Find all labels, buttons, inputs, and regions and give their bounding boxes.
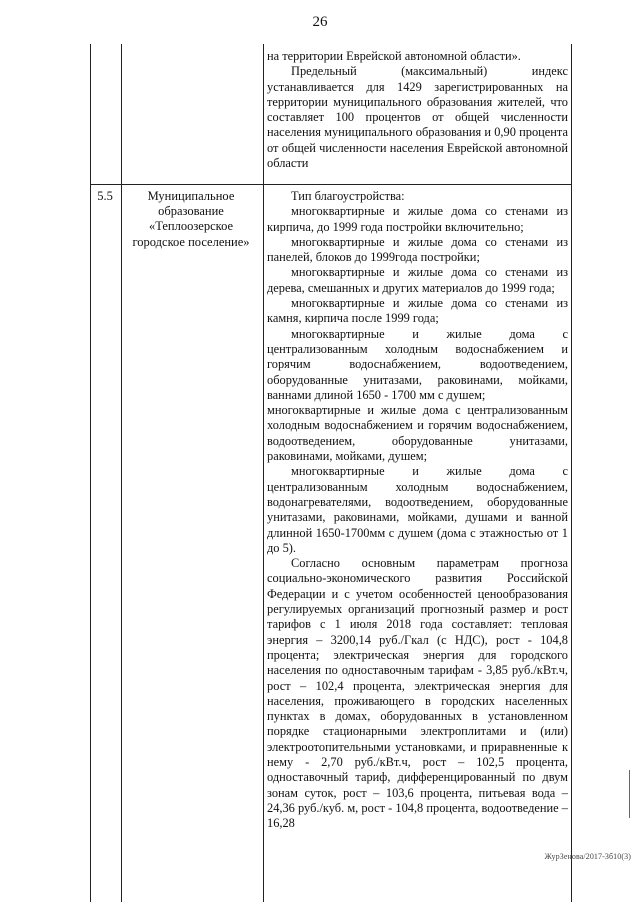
description-paragraph: многоквартирные и жилые дома со стенами из камня, кирпича после 1999 года; xyxy=(267,296,568,326)
municipality-name-line: городское поселение» xyxy=(132,234,250,249)
municipality-name-line: «Теплоозерское xyxy=(148,219,234,234)
municipality-name xyxy=(124,189,258,250)
description-paragraph: многоквартирные и жилые дома со стенами из кирпича, до 1999 года постройки включительно; xyxy=(267,204,568,234)
description-paragraph: многоквартирные и жилые дома с централизованным холодным водоснабжением и горячим водоснабжением, водоотведением, оборудованные унитазами, раковинами, мойками, душем; xyxy=(267,403,568,464)
municipality-name-line: образование xyxy=(158,204,224,219)
description-paragraph: многоквартирные и жилые дома со стенами из панелей, блоков до 1999года постройки; xyxy=(267,234,568,265)
column-divider-number xyxy=(121,44,122,902)
continued-cell-text xyxy=(267,49,568,171)
row-description xyxy=(267,189,568,831)
continued-paragraph: на территории Еврейской автономной области». xyxy=(267,49,521,63)
municipality-name-line: Муниципальное xyxy=(147,189,235,203)
continued-paragraph: Предельный (максимальный) индекс устанавливается для 1429 зарегистрированных на территории муниципального образования жителей, что составляет 100 процентов от общей численности населения муниципального образования и 0,90 процента от общей численности населения Еврейской автономной области xyxy=(267,64,568,171)
scan-margin-mark xyxy=(629,770,630,818)
row-number: 5.5 xyxy=(97,189,113,203)
description-paragraph: многоквартирные и жилые дома со стенами из дерева, смешанных и других материалов до 1999 года; xyxy=(267,265,568,295)
description-paragraph: многоквартирные и жилые дома с централизованным холодным водоснабжением, водонагревателями, водоотведением, оборудованные унитазами, раковинами, мойками, душами и ванной длинной 1650-1700мм с душем (дома с этажностью от 1 до 5). xyxy=(267,464,568,555)
description-paragraph: Согласно основным параметрам прогноза социально-экономического развития Российской Федерации и с учетом особенностей ценообразования регулируемых организаций прогнозный размер и рост тарифов с 1 июля 2018 года составляет: тепловая энергия – 3200,14 руб./Гкал (с НДС), рост - 104,8 процента; электрическая энергия для городского населения по одноставочным тарифам - 3,85 руб./кВт.ч, рост – 102,4 процента, электрическая энергия для населения, проживающего в городских населенных пунктах в домах, оборудованных в установленном порядке стационарными электроплитами и (или) электроотопительными установками, и приравненные к нему - 2,70 руб./кВт.ч, рост – 102,5 процента, одноставочный тариф, дифференцированный по двум зонам суток, рост – 103,6 процента, питьевая вода – 24,36 руб./куб. м, рост - 104,8 процента, водоотведение – 16,28 xyxy=(267,556,568,831)
row-divider xyxy=(91,184,571,185)
description-paragraph: Тип благоустройства: xyxy=(291,189,405,203)
description-paragraph: многоквартирные и жилые дома с централизованным холодным водоснабжением и горячим водоснабжением, водоотведением, оборудованные унитазами, раковинами, мойками, ваннами длиной 1650 - 1700 мм с душем; xyxy=(267,326,568,402)
page-number: 26 xyxy=(312,14,328,30)
footer-code: ЖурЗенова/2017-3б10(3) xyxy=(544,852,631,861)
column-divider-name xyxy=(263,44,264,902)
